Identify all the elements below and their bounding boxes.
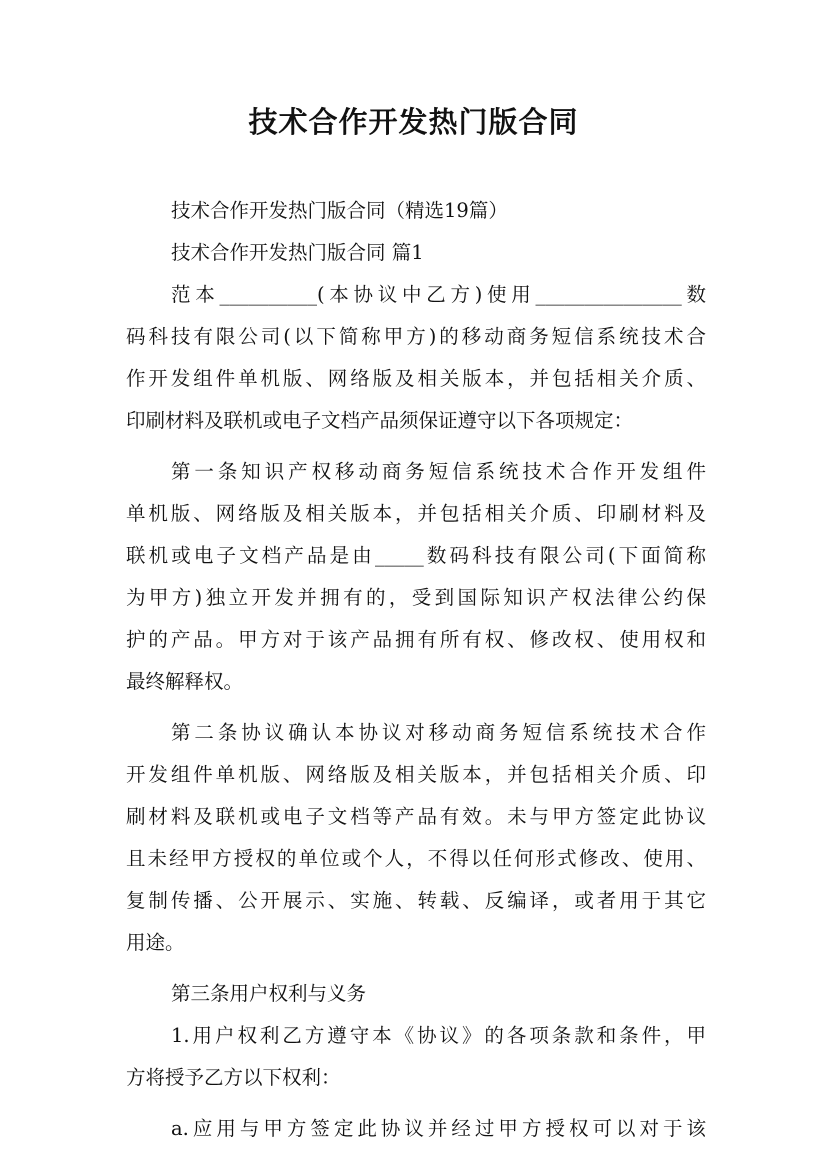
- paragraph-line: 单机版、网络版及相关版本，并包括相关介质、印刷材料及: [126, 502, 706, 525]
- paragraph-line: 护的产品。甲方对于该产品拥有所有权、修改权、使用权和: [126, 628, 706, 651]
- paragraph-line: 最终解释权。: [126, 670, 244, 693]
- section-heading: 技术合作开发热门版合同 篇1: [171, 241, 424, 264]
- paragraph-line: 第二条协议确认本协议对移动商务短信系统技术合作: [171, 721, 706, 744]
- paragraph-line: 开发组件单机版、网络版及相关版本，并包括相关介质、印: [126, 763, 706, 786]
- paragraph-line: 码科技有限公司(以下简称甲方)的移动商务短信系统技术合: [126, 325, 706, 348]
- paragraph-line: 且未经甲方授权的单位或个人，不得以任何形式修改、使用、: [126, 847, 706, 870]
- subtitle-line: 技术合作开发热门版合同（精选19篇）: [171, 199, 508, 222]
- paragraph-line: 方将授予乙方以下权利：: [126, 1066, 341, 1089]
- paragraph-line: 刷材料及联机或电子文档等产品有效。未与甲方签定此协议: [126, 805, 706, 828]
- paragraph-line: a.应用与甲方签定此协议并经过甲方授权可以对于该: [171, 1117, 706, 1140]
- paragraph-line: 复制传播、公开展示、实施、转载、反编译，或者用于其它: [126, 889, 706, 912]
- document-body: [126, 190, 706, 1150]
- paragraph-line: 为甲方)独立开发并拥有的，受到国际知识产权法律公约保: [126, 586, 706, 609]
- paragraph-line: 作开发组件单机版、网络版及相关版本，并包括相关介质、: [126, 367, 706, 390]
- document-title: 技术合作开发热门版合同: [248, 105, 579, 139]
- paragraph-line: 印刷材料及联机或电子文档产品须保证遵守以下各项规定：: [126, 409, 634, 432]
- paragraph-line: 1.用户权利乙方遵守本《协议》的各项条款和条件，甲: [171, 1024, 706, 1047]
- paragraph-line: 第一条知识产权移动商务短信系统技术合作开发组件: [171, 460, 706, 483]
- paragraph-line: 用途。: [126, 931, 185, 954]
- paragraph-line: 联机或电子文档产品是由_____数码科技有限公司(下面简称: [126, 544, 706, 567]
- paragraph-line: 范本__________(本协议中乙方)使用_______________数: [171, 283, 706, 306]
- section-heading: 第三条用户权利与义务: [171, 982, 367, 1005]
